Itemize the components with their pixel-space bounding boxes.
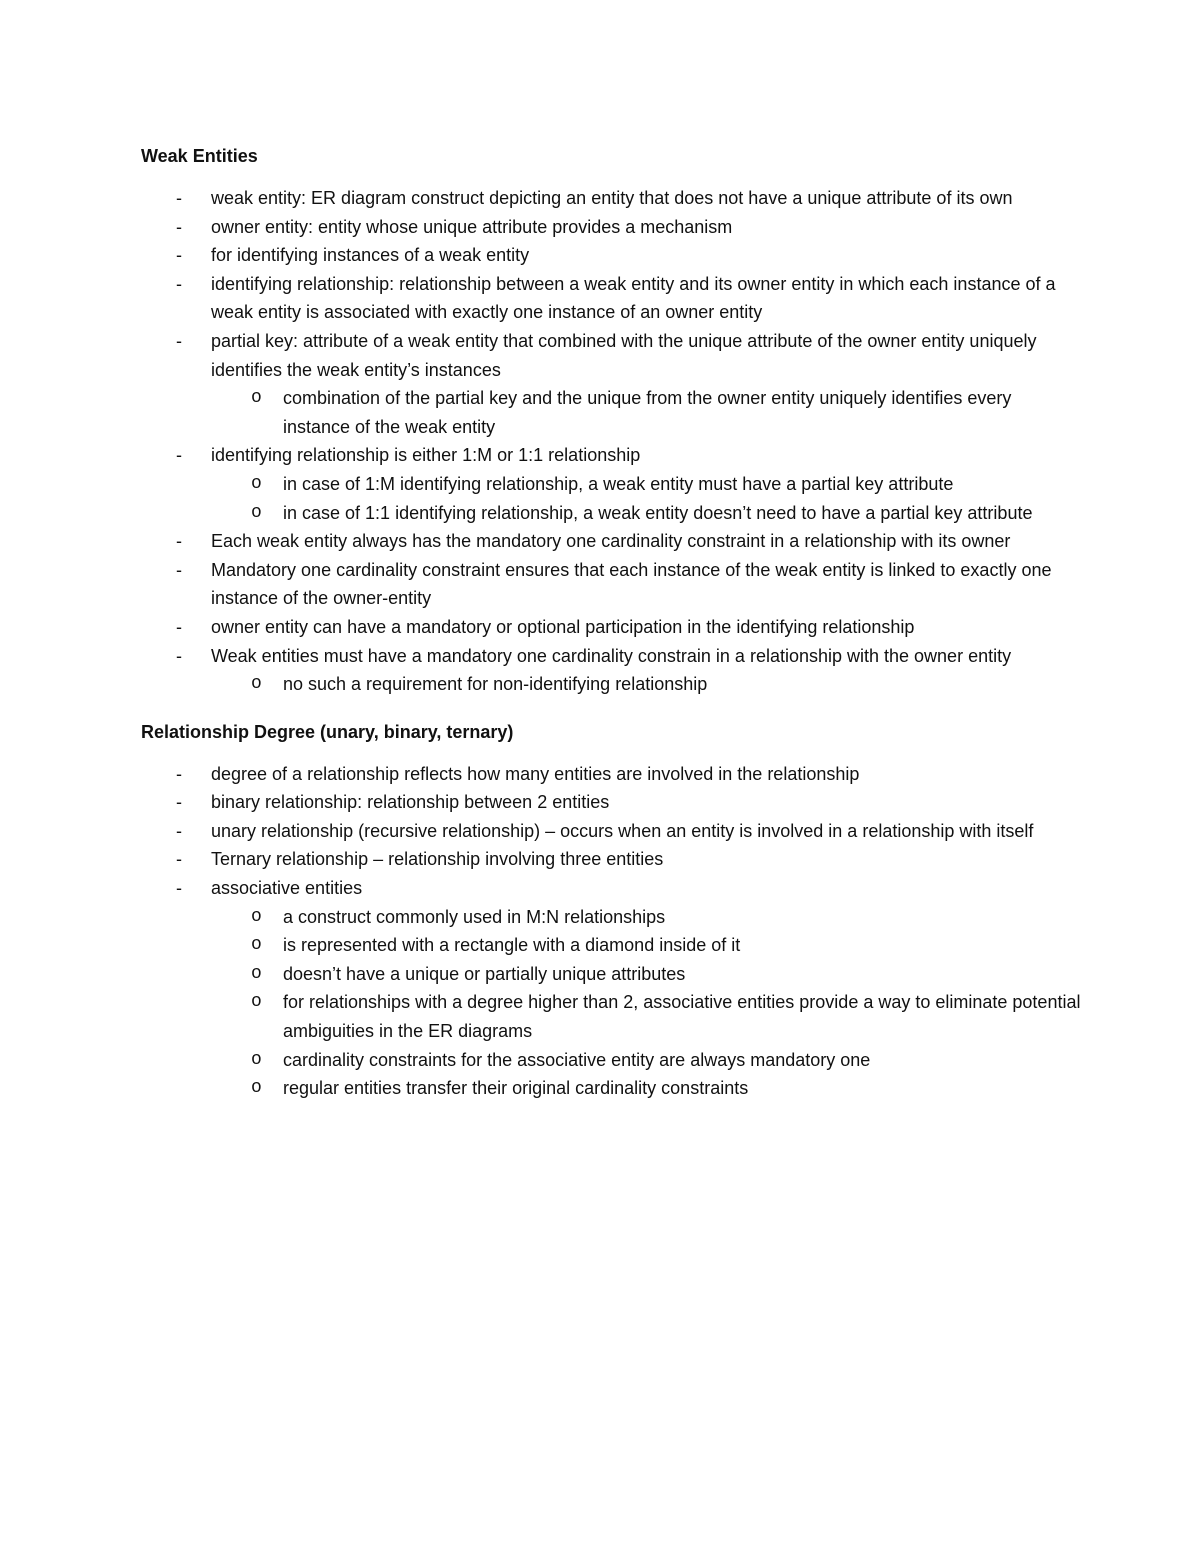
- list-item: [141, 642, 1081, 699]
- sub-list-item: [211, 988, 1081, 1045]
- list-item-text: Ternary relationship – relationship involving three entities: [211, 849, 664, 870]
- list-item: [141, 845, 1081, 874]
- circle-bullet: o: [251, 473, 262, 494]
- sub-list-item-text: is represented with a rectangle with a diamond inside of it: [283, 935, 741, 956]
- sub-list-item: [211, 384, 1081, 441]
- list-item-text: Mandatory one cardinality constraint ensures that each instance of the weak entity is linked to exactly one instance of the owner-entity: [211, 559, 1052, 609]
- sub-list-item: [211, 499, 1081, 528]
- circle-bullet: o: [251, 963, 262, 984]
- list-item-text: owner entity: entity whose unique attribute provides a mechanism: [211, 216, 733, 237]
- section-heading-relationship-degree: Relationship Degree (unary, binary, ternary): [141, 721, 514, 742]
- list-item: [141, 817, 1081, 846]
- list-item: [141, 270, 1081, 327]
- list-item-text: Each weak entity always has the mandatory one cardinality constraint in a relationship with its owner: [211, 531, 1011, 552]
- list-item-text: degree of a relationship reflects how many entities are involved in the relationship: [211, 763, 860, 784]
- dash-bullet: -: [176, 245, 182, 266]
- sub-list: [211, 384, 1081, 441]
- sub-list-item-text: regular entities transfer their original cardinality constraints: [283, 1078, 749, 1099]
- dash-bullet: -: [176, 763, 182, 784]
- sub-list-item-text: in case of 1:M identifying relationship, a weak entity must have a partial key attribute: [283, 473, 954, 494]
- list-item: [141, 613, 1081, 642]
- sub-list-item: [211, 903, 1081, 932]
- dash-bullet: -: [176, 216, 182, 237]
- sub-list-item-text: cardinality constraints for the associative entity are always mandatory one: [283, 1049, 871, 1070]
- bullet-list-relationship-degree: [141, 760, 1081, 1103]
- sub-list-item-text: no such a requirement for non-identifying relationship: [283, 674, 708, 695]
- sub-list-item: [211, 1046, 1081, 1075]
- dash-bullet: -: [176, 330, 182, 351]
- list-item-text: Weak entities must have a mandatory one cardinality constrain in a relationship with the owner entity: [211, 645, 1012, 666]
- dash-bullet: -: [176, 445, 182, 466]
- list-item: [141, 788, 1081, 817]
- circle-bullet: o: [251, 935, 262, 956]
- list-item-text: for identifying instances of a weak entity: [211, 245, 530, 266]
- list-item: [141, 527, 1081, 556]
- list-item: [141, 760, 1081, 789]
- sub-list-item: [211, 470, 1081, 499]
- sub-list: [211, 903, 1081, 1103]
- circle-bullet: o: [251, 388, 262, 409]
- list-item: [141, 441, 1081, 527]
- sub-list-item: [211, 1074, 1081, 1103]
- dash-bullet: -: [176, 792, 182, 813]
- list-item-text: associative entities: [211, 878, 363, 899]
- dash-bullet: -: [176, 616, 182, 637]
- list-item-text: owner entity can have a mandatory or optional participation in the identifying relationship: [211, 616, 915, 637]
- circle-bullet: o: [251, 1078, 262, 1099]
- circle-bullet: o: [251, 906, 262, 927]
- sub-list-item: [211, 670, 1081, 699]
- sub-list-item-text: in case of 1:1 identifying relationship, a weak entity doesn’t need to have a partial key attribute: [283, 502, 1033, 523]
- section-heading-weak-entities: Weak Entities: [141, 146, 258, 166]
- circle-bullet: o: [251, 1049, 262, 1070]
- list-item-text: identifying relationship: relationship between a weak entity and its owner entity in which each instance of a weak entity is associated with exactly one instance of an owner entity: [211, 273, 1056, 323]
- bullet-list-weak-entities: [141, 184, 1081, 699]
- list-item-text: binary relationship: relationship between 2 entities: [211, 792, 610, 813]
- dash-bullet: -: [176, 820, 182, 841]
- sub-list: [211, 670, 1081, 699]
- list-item-text: weak entity: ER diagram construct depicting an entity that does not have a unique attribute of its own: [211, 188, 1013, 208]
- document-content: [141, 142, 1081, 1103]
- circle-bullet: o: [251, 674, 262, 695]
- sub-list-item: [211, 931, 1081, 960]
- dash-bullet: -: [176, 645, 182, 666]
- list-item-text: unary relationship (recursive relationship) – occurs when an entity is involved in a relationship with itself: [211, 820, 1034, 841]
- sub-list-item-text: combination of the partial key and the unique from the owner entity uniquely identifies every instance of the weak entity: [283, 388, 1012, 437]
- sub-list: [211, 470, 1081, 527]
- sub-list-item-text: doesn’t have a unique or partially unique attributes: [283, 963, 686, 984]
- list-item: [141, 556, 1081, 613]
- circle-bullet: o: [251, 992, 262, 1013]
- dash-bullet: -: [176, 878, 182, 899]
- list-item: [141, 184, 1081, 213]
- list-item-text: partial key: attribute of a weak entity that combined with the unique attribute of the owner entity uniquely identifies the weak entity’s instances: [211, 330, 1037, 380]
- list-item-text: identifying relationship is either 1:M or 1:1 relationship: [211, 445, 641, 466]
- dash-bullet: -: [176, 531, 182, 552]
- sub-list-item: [211, 960, 1081, 989]
- sub-list-item-text: a construct commonly used in M:N relationships: [283, 906, 666, 927]
- list-item: [141, 213, 1081, 242]
- dash-bullet: -: [176, 849, 182, 870]
- list-item: [141, 241, 1081, 270]
- dash-bullet: -: [176, 559, 182, 580]
- list-item: [141, 327, 1081, 441]
- circle-bullet: o: [251, 502, 262, 523]
- sub-list-item-text: for relationships with a degree higher than 2, associative entities provide a way to eliminate potential ambiguities in the ER diagrams: [283, 992, 1081, 1042]
- list-item: [141, 874, 1081, 1103]
- dash-bullet: -: [176, 188, 182, 208]
- dash-bullet: -: [176, 273, 182, 294]
